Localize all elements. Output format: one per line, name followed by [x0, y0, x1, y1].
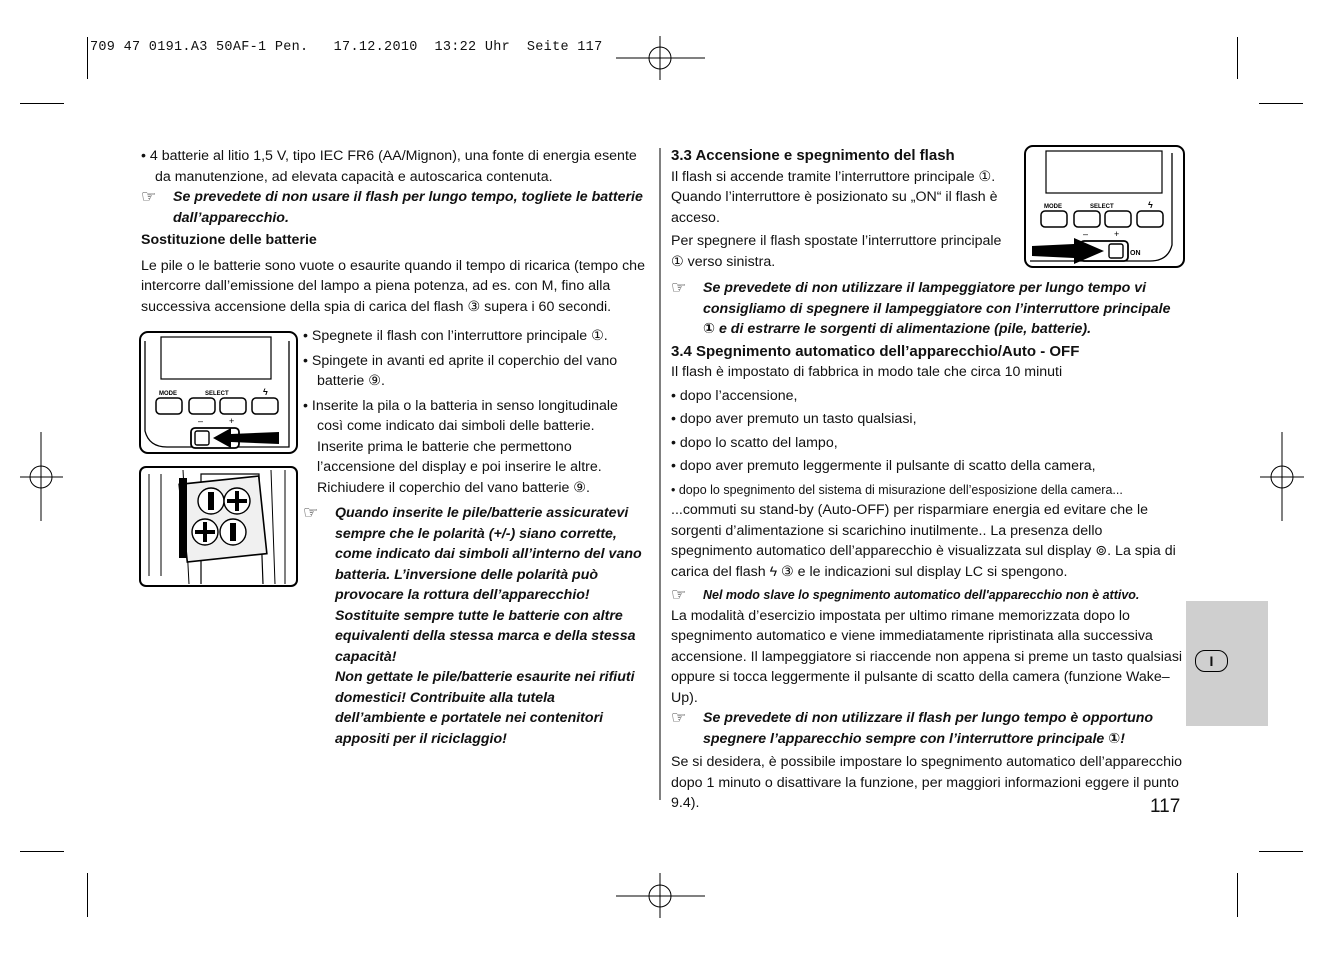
plus-label: +	[1114, 229, 1120, 239]
mode-button	[1041, 211, 1067, 227]
pointing-hand-icon: ☞	[671, 278, 687, 297]
mode-label: MODE	[159, 391, 177, 397]
pointing-hand-icon: ☞	[141, 187, 157, 206]
minus-label: –	[198, 416, 204, 426]
registration-mark-top	[616, 36, 705, 80]
language-tab	[1186, 601, 1268, 726]
paragraph-wake-up: La modalità d’esercizio impostata per ultimo rimane memorizzata dopo lo spegnimento automatico e viene immediatamente ripristinata alla successiva accensione. Il lampeggiatore si riaccende non appena si preme un tasto qualsiasi oppure si tocca leggermente il pulsante di scatto della camera (funzione Wake–Up).	[671, 607, 1183, 706]
registration-mark-right	[1260, 432, 1304, 521]
page-number: 117	[1150, 796, 1181, 817]
paragraph-standby: ...commuti su stand-by (Auto-OFF) per risparmiare energia ed evitare che le sorgenti d’alimentazione si scarichino inutilmente.. La presenza dello spegnimento automatico dell’apparecchio è visualizzata sul display ⊚. La spia di carica del flash ϟ ③ e le indicazioni sul display LC si spengono.	[671, 502, 1176, 580]
language-tab-letter: I	[1195, 650, 1228, 672]
note-slave-mode-text: Nel modo slave lo spegnimento automatico dell'apparecchio non è attivo.	[703, 588, 1140, 602]
note-switch-off	[671, 708, 1183, 749]
paragraph-settings: Se si desidera, è possibile impostare lo spegnimento automatico dell’apparecchio dopo 1 minuto o disattivare la funzione, per maggiori informazioni eggere il punto 9.4).	[671, 754, 1183, 811]
list-item: • dopo aver premuto leggermente il pulsante di scatto della camera,	[671, 458, 1096, 474]
paragraph-switch-off: Per spegnere il flash spostate l’interruttore principale ① verso sinistra.	[671, 233, 1002, 270]
list-item: • dopo lo spegnimento del sistema di misurazione dell’esposizione della camera...	[671, 482, 1123, 497]
note-polarity	[303, 503, 643, 749]
registration-mark-bottom	[616, 873, 705, 918]
paragraph-auto-off: Il flash è impostato di fabbrica in modo tale che circa 10 minuti	[671, 364, 1063, 380]
pointing-hand-icon: ☞	[671, 585, 687, 604]
section-3-4	[671, 278, 1183, 814]
minus-terminal-icon	[208, 492, 214, 510]
bullet-insert-batteries: • Inserite la pila o la batteria in senso longitudinale così come indicato dai simboli delle batterie. Inserite prima le batterie che permettono l’accensione del display e poi inserire le altre. Richiudere il coperchio del vano batterie ⑨.	[303, 397, 618, 496]
pointing-hand-icon: ☞	[671, 708, 687, 727]
battery-bullet: • 4 batterie al litio 1,5 V, tipo IEC FR6 (AA/Mignon), una fonte di energia esente da manutenzione, ad elevata capacità e autoscarica contenuta.	[141, 148, 637, 185]
flash-on-switch-figure	[1024, 145, 1186, 269]
pointing-hand-icon: ☞	[303, 503, 319, 522]
heading-3-4: 3.4 Spegnimento automatico dell’apparecchio/Auto - OFF	[671, 342, 1080, 360]
registration-mark-left	[20, 432, 63, 521]
list-item: • dopo aver premuto un tasto qualsiasi,	[671, 411, 917, 427]
list-item: • dopo lo scatto del lampo,	[671, 434, 838, 451]
mode-button	[156, 398, 182, 414]
note-switch-off-text: Se prevedete di non utilizzare il flash per lungo tempo è opportuno spegnere l’apparecchio sempre con l’interruttore principale ①!	[703, 710, 1154, 747]
note-polarity-text: Quando inserite le pile/batterie assicuratevi sempre che le polarità (+/-) siano corrette, come indicato dai simboli all’interno del vano batteria. L’inversione delle polarità può provocare la rottura dell’apparecchio!	[335, 505, 642, 603]
flash-button	[1137, 211, 1163, 227]
paragraph-switch-on: Il flash si accende tramite l’interruttore principale ①. Quando l’interruttore è posizionato su „ON“ il flash è acceso.	[671, 168, 998, 226]
minus-label: –	[1083, 229, 1089, 239]
flash-back-panel-figure	[139, 331, 299, 455]
on-label: ON	[1130, 250, 1141, 257]
note-replace-all-text: Sostituite sempre tutte le batterie con altre equivalenti della stessa marca e della stessa capacità!	[335, 607, 636, 665]
select-label: SELECT	[1090, 204, 1114, 210]
flash-symbol: ϟ	[263, 387, 268, 397]
section-3-3	[671, 146, 1011, 272]
minus-button	[1074, 211, 1100, 227]
note-storage-text: Se prevedete di non usare il flash per lungo tempo, togliete le batterie dall’apparecchio.	[173, 189, 643, 226]
select-label: SELECT	[205, 391, 229, 397]
flash-symbol: ϟ	[1148, 200, 1153, 210]
note-slave-mode	[671, 585, 1183, 606]
left-column	[141, 146, 651, 317]
battery-compartment-figure	[139, 466, 299, 588]
print-header: 709 47 0191.A3 50AF-1 Pen. 17.12.2010 13:22 Uhr Seite 117	[90, 40, 603, 55]
bullet-open-cover: • Spingete in avanti ed aprite il coperchio del vano batterie ⑨.	[303, 352, 618, 389]
battery-paragraph: Le pile o le batterie sono vuote o esaurite quando il tempo di ricarica (tempo che intercorre dall’emissione del lampo a piena potenza, ad es. con M, fino alla successiva accensione della spia di carica del flash ③ supera i 60 secondi.	[141, 257, 645, 315]
mode-label: MODE	[1044, 204, 1062, 210]
minus-button	[189, 398, 215, 414]
bullet-switch-off: • Spegnete il flash con l’interruttore principale ①.	[303, 328, 608, 344]
left-bullets	[303, 326, 643, 749]
subheading-battery-replacement: Sostituzione delle batterie	[141, 232, 317, 248]
plus-button	[1105, 211, 1131, 227]
list-item: • dopo l’accensione,	[671, 387, 798, 404]
note-disposal-text: Non gettate le pile/batterie esaurite nei rifiuti domestici! Contribuite alla tutela dell’ambiente e portatele nei contenitori appositi per il riciclaggio!	[335, 669, 635, 747]
heading-3-3: 3.3 Accensione e spegnimento del flash	[671, 147, 955, 164]
plus-label: +	[229, 416, 235, 426]
note-storage	[141, 187, 651, 228]
flash-button	[252, 398, 278, 414]
note-long-storage	[671, 278, 1183, 340]
plus-button	[220, 398, 246, 414]
note-long-storage-text: Se prevedete di non utilizzare il lampeggiatore per lungo tempo vi consigliamo di spegnere il lampeggiatore con l’interruttore principale ① e di estrarre le sorgenti di alimentazione (pile, batterie).	[703, 280, 1171, 337]
